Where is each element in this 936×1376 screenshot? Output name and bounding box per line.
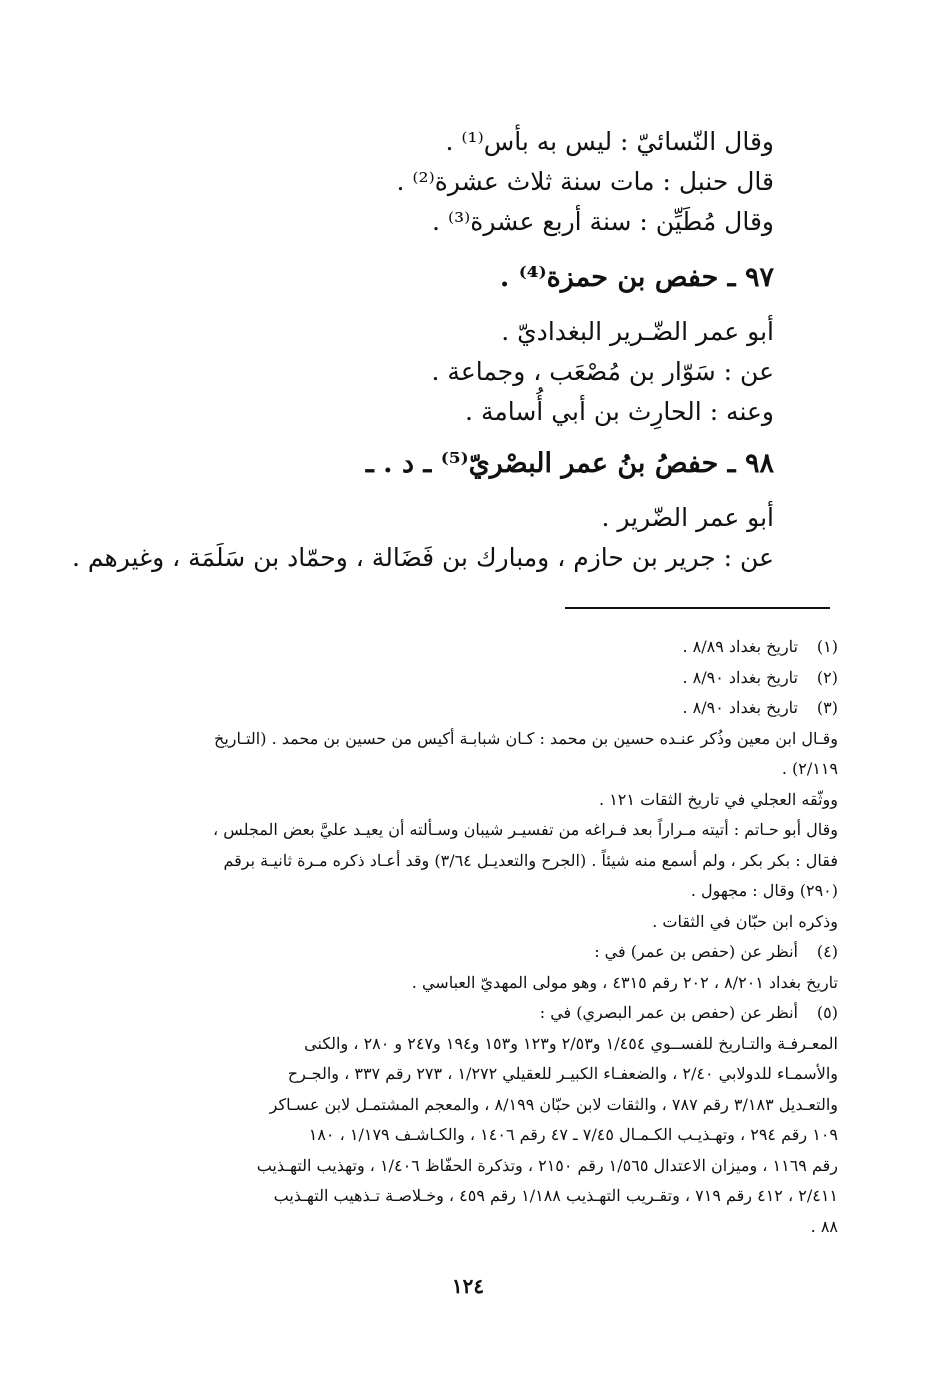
page-number: ١٢٤ — [451, 1274, 485, 1298]
text-line: وقال مُطَيِّن : سنة أربع عشرة⁽³⁾ . — [432, 207, 774, 236]
text-line: عن : جرير بن حازم ، ومبارك بن فَضَالة ، وحمّاد بن سَلَمَة ، وغيرهم . — [71, 543, 774, 572]
footnote-separator — [565, 607, 830, 609]
footnote-1 — [120, 632, 838, 663]
footnote-4 — [120, 937, 838, 968]
footnote-line: المعـرفـة والتـاريخ للفســوي ١/٤٥٤ و٢/٥٣ و١٢٣ و١٥٣ و١٩٤ و٢٤٧ و ٢٨٠ ، والكنى — [304, 1033, 838, 1053]
text-line: وقال النّسائيّ : ليس به بأس⁽¹⁾ . — [445, 127, 774, 156]
footnote-line: وذكره ابن حبّان في الثقات . — [652, 911, 838, 931]
footnote-line: تاريخ بغداد ٨/٢٠١ ، ٢٠٢ رقم ٤٣١٥ ، وهو مولى المهديّ العباسي . — [411, 972, 838, 992]
text-line: أبو عمر الضّـرير البغداديّ . — [501, 317, 774, 346]
footnote-text: تاريخ بغداد ٨/٩٠ . — [682, 667, 798, 687]
footnote-2 — [120, 663, 838, 694]
footnote-number: (٥) — [816, 1003, 838, 1022]
footnote-number: (٣) — [816, 698, 838, 717]
entry-97-heading: ٩٧ ـ حفص بن حمزة⁽⁴⁾ . — [499, 262, 774, 293]
text-line: قال حنبل : مات سنة ثلاث عشرة⁽²⁾ . — [396, 167, 774, 196]
footnotes — [120, 632, 838, 1242]
text-line: عن : سَوّار بن مُصْعَب ، وجماعة . — [431, 357, 774, 386]
footnote-number: (٤) — [816, 942, 838, 961]
footnote-line: وقـال ابن معين وذُكر عنـده حسين بن محمد : كـان شبابـة أكيس من حسين بن محمد . (التـاريخ — [214, 728, 838, 748]
footnote-text: أنظر عن (حفص بن عمر) في : — [594, 942, 798, 961]
footnote-3 — [120, 693, 838, 724]
footnote-line: فقال : بكر بكر ، ولم أسمع منه شيئاً . (الجرح والتعديـل ٣/٦٤) وقد أعـاد ذكره مـرة ثانيـة برقم — [223, 850, 838, 870]
text-line: أبو عمر الضّرير . — [601, 503, 774, 532]
footnote-text: تاريخ بغداد ٨/٩٠ . — [682, 698, 798, 717]
footnote-line: والأسمـاء للدولابي ٢/٤٠ ، والضعفـاء الكبيـر للعقيلي ١/٢٧٢ ، ٢٧٣ رقم ٣٣٧ ، والجـرح — [287, 1064, 838, 1083]
footnote-line: ٢/٤١١ ، ٤١٢ رقم ٧١٩ ، وتقـريب التهـذيب ١/١٨٨ رقم ٤٥٩ ، وخـلاصـة تـذهيب التهـذيب — [273, 1186, 838, 1205]
footnote-line: ٢/١١٩) . — [781, 759, 838, 778]
footnote-line: ١٠٩ رقم ٢٩٤ ، وتهـذيـب الكـمـال ٧/٤٥ ـ ٤٧ رقم ١٤٠٦ ، والكـاشـف ١/١٧٩ ، ١٨٠ — [308, 1125, 838, 1144]
text-line: وعنه : الحارِث بن أبي أُسامة . — [465, 397, 774, 426]
main-text — [71, 122, 774, 578]
footnote-line: رقم ١١٦٩ ، وميزان الاعتدال ١/٥٦٥ رقم ٢١٥٠ ، وتذكرة الحفّاظ ١/٤٠٦ ، وتهذيب التهـذيب — [256, 1155, 838, 1175]
footnote-line: ووثّقه العجلي في تاريخ الثقات ١٢١ . — [599, 789, 838, 809]
footnote-5 — [120, 998, 838, 1029]
footnote-line: ٨٨ . — [810, 1216, 838, 1236]
footnote-line: وقال أبو حـاتم : أتيته مـراراً بعد فـراغه من تفسيـر شيبان وسـألته أن يعيـد عليَّ بعض المجلس ، — [213, 820, 838, 839]
footnote-number: (٢) — [816, 667, 838, 687]
footnote-text: تاريخ بغداد ٨/٨٩ . — [682, 637, 798, 656]
entry-98-heading: ٩٨ ـ حفصُ بنُ عمر البصْريّ⁽⁵⁾ ـ د . ـ — [365, 448, 774, 479]
footnote-number: (١) — [816, 637, 838, 656]
footnote-line: والتعـديل ٣/١٨٣ رقم ٧٨٧ ، والثقات لابن حبّان ٨/١٩٩ ، والمعجم المشتمـل لابن عسـاكر — [269, 1094, 838, 1114]
footnote-text: أنظر عن (حفص بن عمر البصري) في : — [539, 1003, 798, 1022]
footnote-line: (٢٩٠) وقال : مجهول . — [690, 881, 838, 900]
